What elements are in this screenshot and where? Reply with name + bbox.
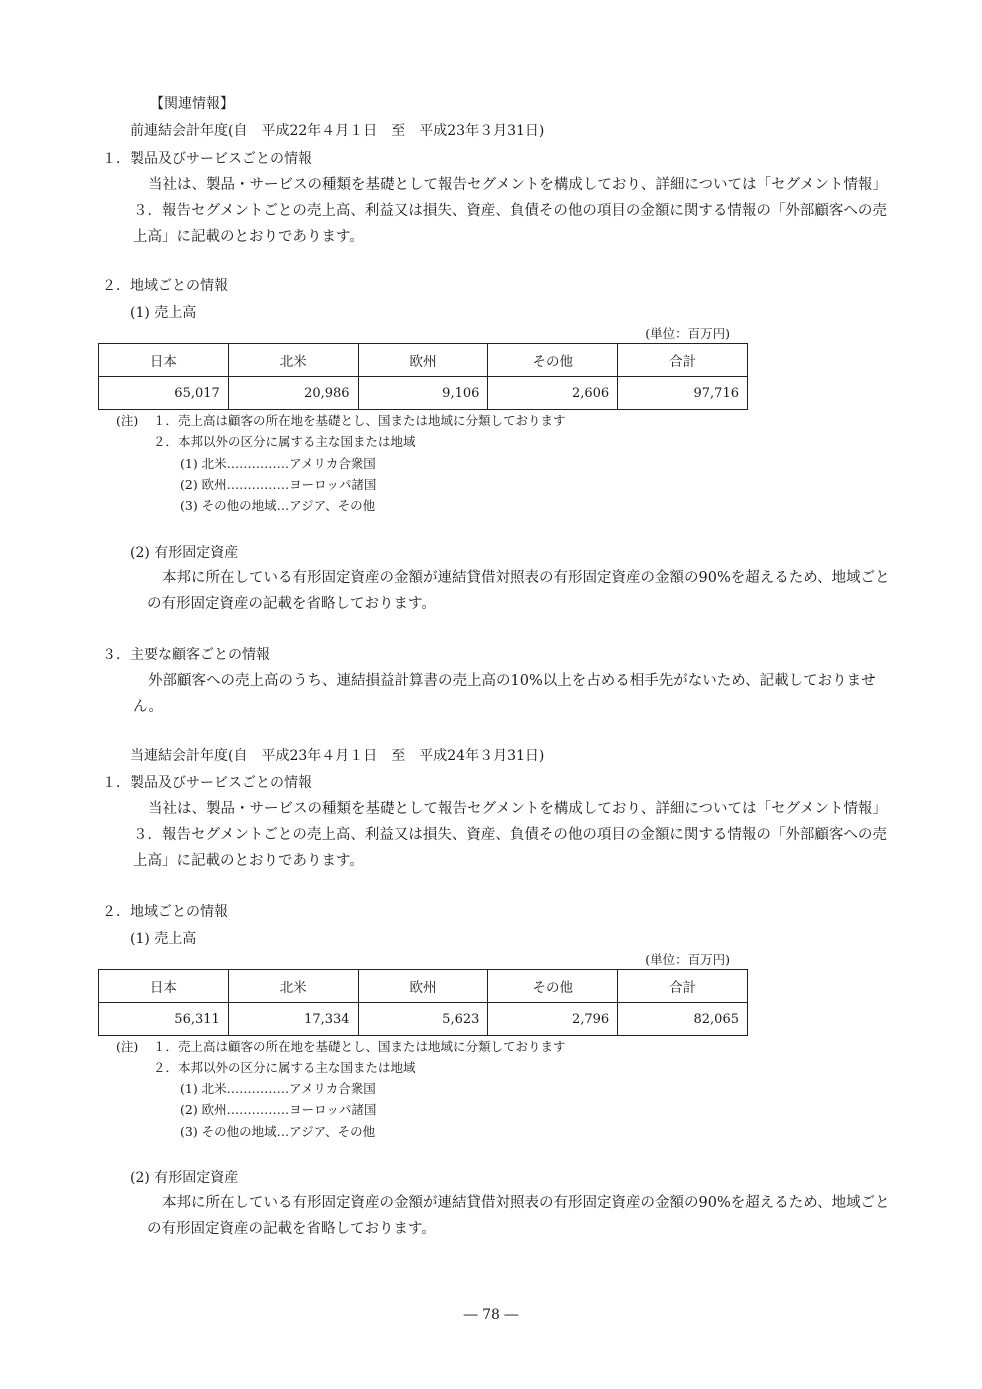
- prev-note2-item-1: (1) 北米……………アメリカ合衆国: [180, 456, 376, 471]
- prev-note2: ２．本邦以外の区分に属する主な国または地域: [153, 434, 416, 449]
- prev-assets-body: 本邦に所在している有形固定資産の金額が連結貸借対照表の有形固定資産の金額の90%を超えるため、地域ごとの有形固定資産の記載を省略しております。: [147, 570, 890, 612]
- curr-sales-table: [98, 969, 748, 1036]
- prev-section1-title: １．製品及びサービスごとの情報: [102, 151, 312, 167]
- related-info-heading: 【関連情報】: [150, 96, 234, 112]
- header-europe: 欧州: [358, 970, 488, 1003]
- header-japan: 日本: [99, 970, 229, 1003]
- value-japan: 65,017: [99, 377, 229, 410]
- table-row: [99, 377, 748, 410]
- curr-note2-item-2: (2) 欧州……………ヨーロッパ諸国: [180, 1102, 377, 1117]
- value-total: 97,716: [618, 377, 748, 410]
- curr-section2-title: ２．地域ごとの情報: [102, 904, 228, 920]
- header-north-america: 北米: [228, 970, 358, 1003]
- curr-note1: １．売上高は顧客の所在地を基礎とし、国または地域に分類しております: [153, 1039, 566, 1054]
- prev-note2-item-2: (2) 欧州……………ヨーロッパ諸国: [180, 477, 377, 492]
- prev-section3-body: 外部顧客への売上高のうち、連結損益計算書の売上高の10%以上を占める相手先がないため、記載しておりません。: [133, 673, 876, 715]
- table-header-row: [99, 344, 748, 377]
- table-row: [99, 1003, 748, 1036]
- prev-note1: １．売上高は顧客の所在地を基礎とし、国または地域に分類しております: [153, 413, 566, 428]
- curr-note2: ２．本邦以外の区分に属する主な国または地域: [153, 1060, 416, 1075]
- value-europe: 5,623: [358, 1003, 488, 1036]
- curr-assets-body: 本邦に所在している有形固定資産の金額が連結貸借対照表の有形固定資産の金額の90%を超えるため、地域ごとの有形固定資産の記載を省略しております。: [147, 1195, 890, 1237]
- prev-note-label: (注): [116, 413, 139, 428]
- prev-period-title: 前連結会計年度(自 平成22年４月１日 至 平成23年３月31日): [130, 123, 545, 139]
- curr-unit-label: (単位：百万円): [645, 952, 730, 967]
- page-number: ― 78 ―: [463, 1307, 519, 1323]
- prev-note2-item-3: (3) その他の地域…アジア、その他: [180, 498, 376, 513]
- curr-sales-title: (1) 売上高: [130, 931, 197, 947]
- header-total: 合計: [618, 344, 748, 377]
- prev-section2-title: ２．地域ごとの情報: [102, 278, 228, 294]
- value-other: 2,606: [488, 377, 618, 410]
- prev-assets-title: (2) 有形固定資産: [130, 545, 239, 561]
- prev-section1-body: 当社は、製品・サービスの種類を基礎として報告セグメントを構成しており、詳細については「セグメント情報」３．報告セグメントごとの売上高、利益又は損失、資産、負債その他の項目の金額に関する情報の「外部顧客への売上高」に記載のとおりであります。: [133, 177, 887, 245]
- curr-period-title: 当連結会計年度(自 平成23年４月１日 至 平成24年３月31日): [130, 748, 545, 764]
- prev-sales-table: [98, 343, 748, 410]
- header-north-america: 北米: [228, 344, 358, 377]
- curr-section1-body: 当社は、製品・サービスの種類を基礎として報告セグメントを構成しており、詳細については「セグメント情報」３．報告セグメントごとの売上高、利益又は損失、資産、負債その他の項目の金額に関する情報の「外部顧客への売上高」に記載のとおりであります。: [133, 801, 887, 869]
- header-other: その他: [488, 970, 618, 1003]
- value-total: 82,065: [618, 1003, 748, 1036]
- curr-assets-title: (2) 有形固定資産: [130, 1170, 239, 1186]
- prev-unit-label: (単位：百万円): [645, 326, 730, 341]
- value-north-america: 17,334: [228, 1003, 358, 1036]
- value-japan: 56,311: [99, 1003, 229, 1036]
- curr-note-label: (注): [116, 1039, 139, 1054]
- header-japan: 日本: [99, 344, 229, 377]
- curr-section1-title: １．製品及びサービスごとの情報: [102, 775, 312, 791]
- header-europe: 欧州: [358, 344, 488, 377]
- value-other: 2,796: [488, 1003, 618, 1036]
- value-europe: 9,106: [358, 377, 488, 410]
- prev-sales-title: (1) 売上高: [130, 305, 197, 321]
- table-header-row: [99, 970, 748, 1003]
- prev-section3-title: ３．主要な顧客ごとの情報: [102, 647, 270, 663]
- header-other: その他: [488, 344, 618, 377]
- curr-note2-item-3: (3) その他の地域…アジア、その他: [180, 1124, 376, 1139]
- curr-note2-item-1: (1) 北米……………アメリカ合衆国: [180, 1081, 376, 1096]
- header-total: 合計: [618, 970, 748, 1003]
- value-north-america: 20,986: [228, 377, 358, 410]
